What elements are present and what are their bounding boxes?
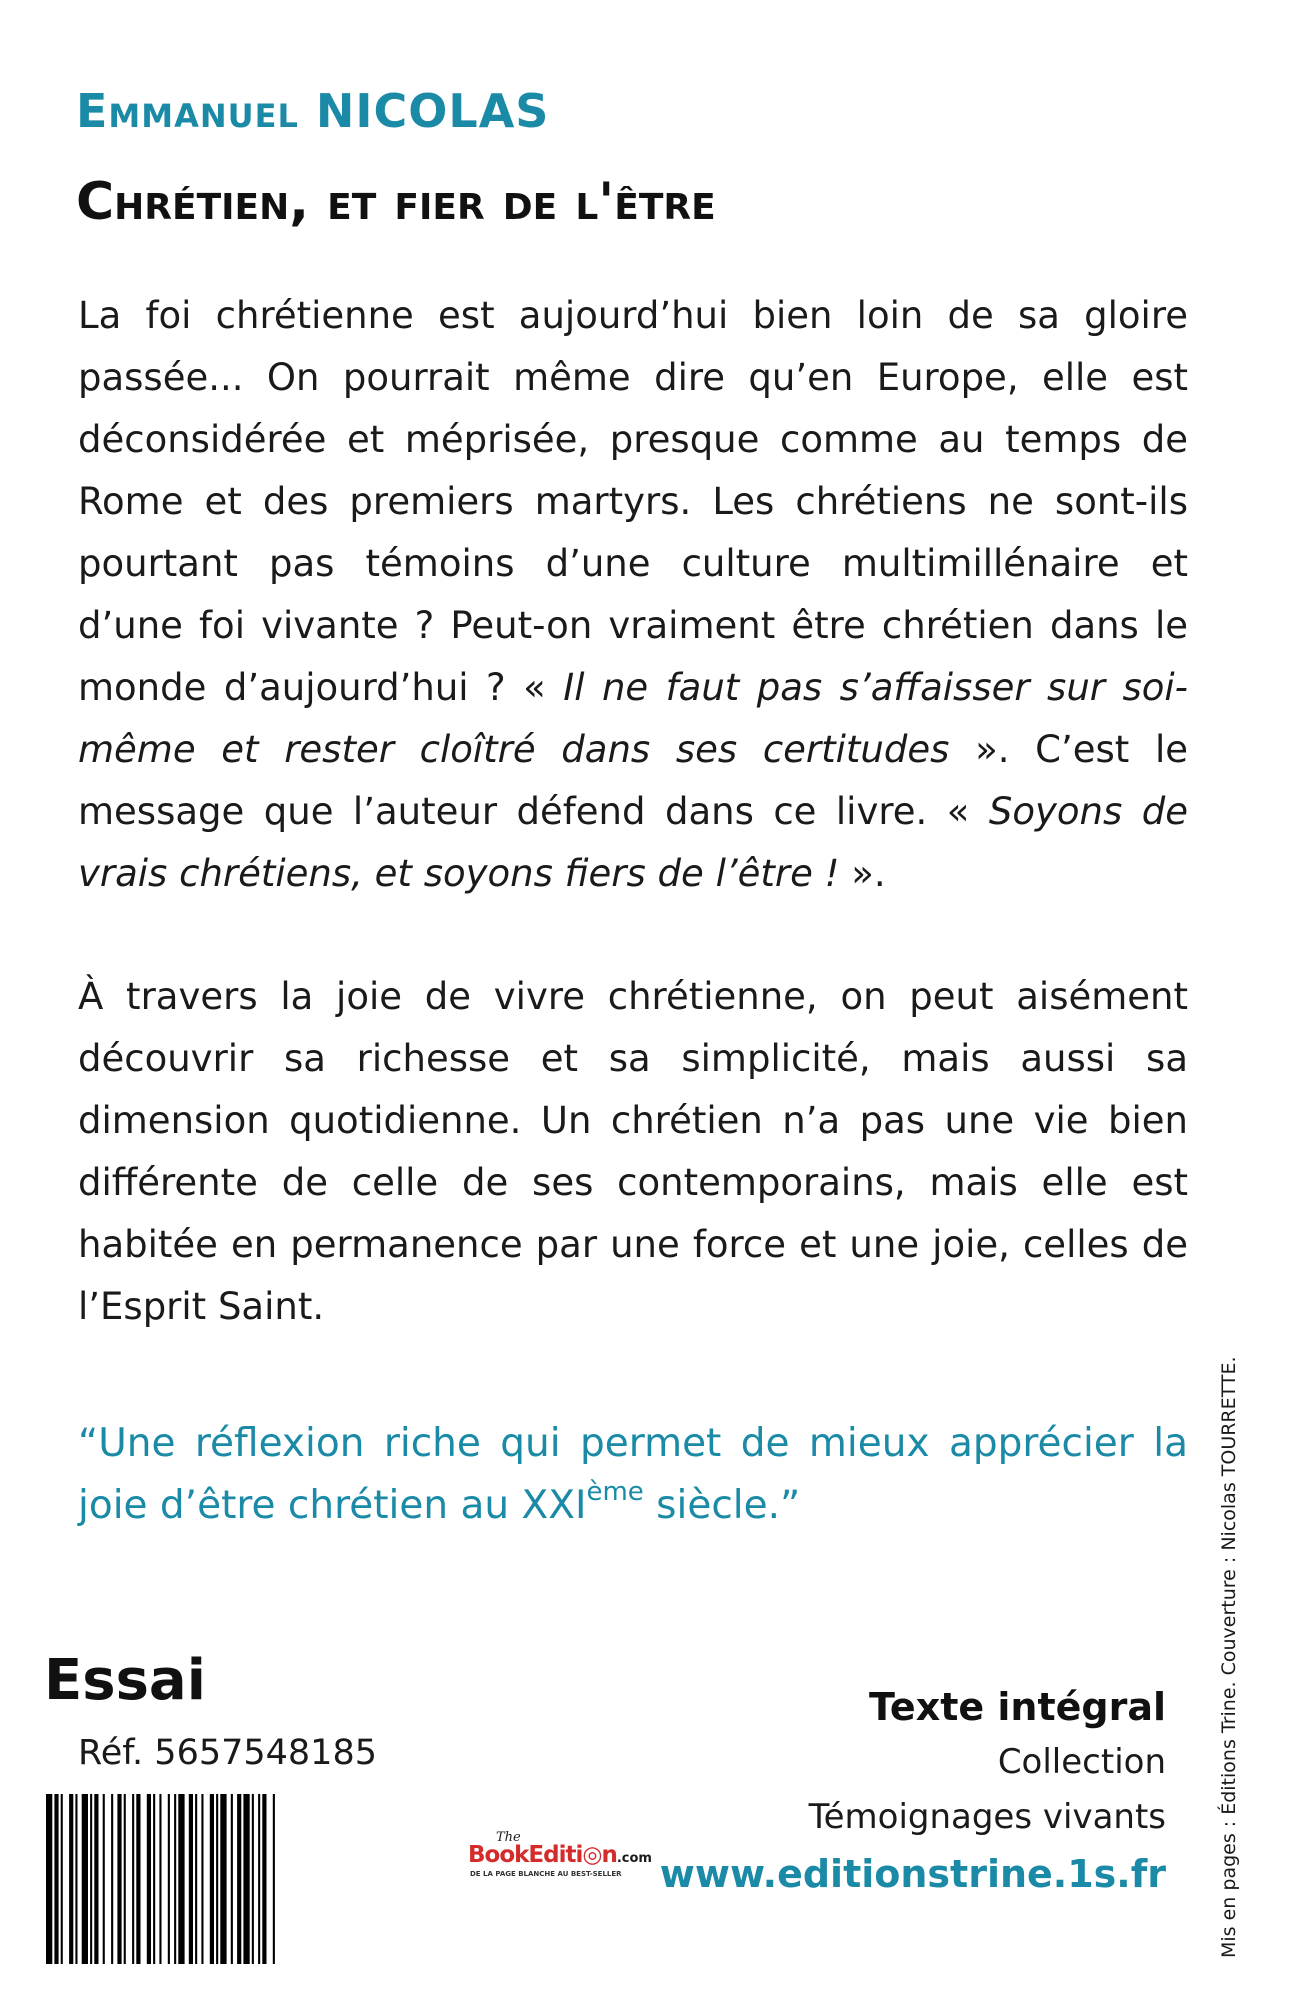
- logo-tagline: DE LA PAGE BLANCHE AU BEST-SELLER: [470, 1870, 622, 1878]
- blurb-segment: La foi chrétienne est aujourd’hui bien loin de sa gloire passée... On pourrait même dire qu’en Europe, elle est déconsidérée et méprisée, presque comme au temps de Rome et des premiers martyrs. Les chrétiens ne sont-ils pourtant pas témoins d’une culture multimillénaire et d’une foi vivante ? Peut-on vraiment être chrétien dans le monde d’aujourd’hui ? «: [78, 294, 1188, 709]
- blurb-quote-italic: Soyons de vrais chrétiens, et soyons fiers de l’être !: [78, 790, 1188, 895]
- collection-name: Témoignages vivants: [808, 1797, 1166, 1837]
- genre-label: Essai: [44, 1648, 206, 1713]
- edition-type: Texte intégral: [869, 1685, 1166, 1729]
- quote-text: “Une réflexion riche qui permet de mieux apprécier la joie d’être chrétien au XXI: [78, 1421, 1188, 1528]
- blurb-paragraph-2: À travers la joie de vivre chrétienne, on peut aisément découvrir sa richesse et sa simplicité, mais aussi sa dimension quotidienne. Un chrétien n’a pas une vie bien différente de celle de ses contemporains, mais elle est habitée en permanence par une force et une joie, celles de l’Esprit Saint.: [78, 975, 1188, 1328]
- quote-superscript: ème: [586, 1477, 644, 1507]
- review-quote: [78, 1413, 1188, 1537]
- logo-o-icon: ◎: [582, 1842, 602, 1868]
- collection-label: Collection: [997, 1742, 1166, 1782]
- author-name: Emmanuel NICOLAS: [76, 84, 550, 138]
- book-title: Chrétien, et fier de l'être: [76, 172, 716, 232]
- website-link[interactable]: www.editionstrine.1s.fr: [659, 1852, 1166, 1896]
- reference-number: Réf. 5657548185: [78, 1733, 377, 1773]
- bookedition-logo: [468, 1830, 678, 1890]
- credits-vertical: Mis en pages : Éditions Trine. Couverture : Nicolas TOURRETTE.: [1218, 1356, 1240, 1958]
- quote-text-end: siècle.”: [643, 1483, 801, 1528]
- logo-the-text: The: [496, 1830, 521, 1845]
- blurb-paragraph-1: [78, 285, 1188, 905]
- barcode-icon: [46, 1794, 398, 1964]
- blurb-quote-italic: Il ne faut pas s’affaisser sur soi-même et rester cloîtré dans ses certitudes: [78, 666, 1188, 771]
- logo-name: BookEditi◎n.com: [468, 1842, 652, 1868]
- blurb-segment: ». C’est le message que l’auteur défend dans ce livre. «: [78, 728, 1188, 833]
- blurb-segment: ».: [839, 852, 886, 895]
